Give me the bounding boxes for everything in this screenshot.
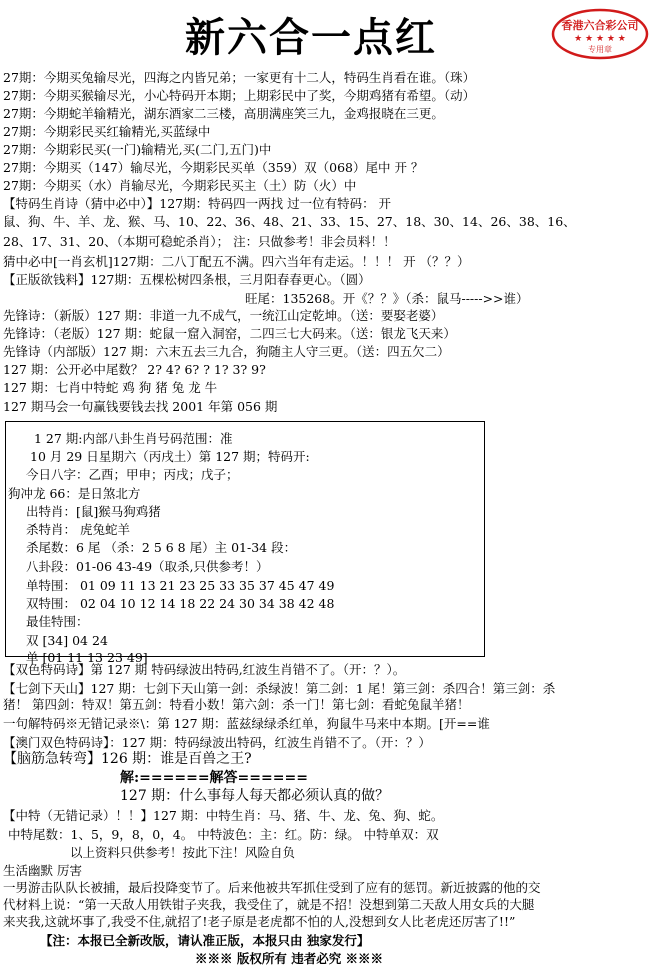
text-line: 27期：今期彩民买红输精光,买蓝绿中: [3, 124, 211, 139]
svg-text:★ ★ ★ ★ ★: ★ ★ ★ ★ ★: [574, 34, 626, 44]
box-line: 杀尾数：6 尾 （杀：2 5 6 8 尾）主 01-34 段：: [26, 540, 297, 555]
copyright-line: ※※※ 版权所有 违者必究 ※※※: [195, 951, 384, 966]
text-line: 27期：今期蛇羊输精光，湖东酒家二三楼，高朋满座笑三九，金鸡报晓在三更。: [3, 106, 444, 121]
text-line: 一男游击队队长被捕，最后投降变节了。后来他被共军抓住受到了应有的惩罚。新近披露的他的交: [3, 880, 541, 895]
text-line: 【七剑下天山】127 期：七剑下天山第一剑：杀绿波！第二剑：1 尾！第三剑：杀四合！第三剑：杀: [3, 681, 556, 696]
box-line: 出特肖：[鼠]猴马狗鸡猪: [26, 504, 161, 519]
bagua-info-box: [5, 421, 485, 665]
box-line: 10 月 29 日星期六（丙戌土）第 127 期；特码开:: [30, 449, 310, 464]
text-line: 【双色特码诗】第 127 期 特码绿波出特码,红波生肖错不了。（开：？）。: [3, 662, 406, 677]
text-line: 【中特（无错记录）！！】127 期：中特生肖：马、猪、牛、龙、兔、狗、蛇。: [3, 808, 444, 823]
text-line: 127 期：公开必中尾数？ 2? 4? 6? ? 1? 3? 9?: [3, 362, 266, 377]
seal-top-text: 香港六合彩公司: [561, 19, 639, 32]
text-line: 127 期马会一句赢钱要钱去找 2001 年第 056 期: [3, 399, 278, 414]
text-line: 27期：今期彩民买(一门)输精光,买(二门,五门)中: [3, 142, 272, 157]
text-line: 来夹我,这就坏事了,我受不住,就招了!老子原是老虎都不怕的人,没想到女人比老虎还厉害了!!”: [3, 914, 516, 929]
text-line: 【特码生肖诗（猜中必中）】127期：特码四一两找 过一位有特码： 开: [3, 196, 392, 211]
text-line: 27期：今期买（水）肖输尽光，今期彩民买主（土）防（火）中: [3, 178, 357, 193]
text-line: 先锋诗：（新版）127 期：非道一九不成气，一统江山定乾坤。（送：要娶老婆）: [3, 308, 444, 323]
box-line: 单 [01 11 13 23 49]: [26, 650, 148, 665]
text-line: 猪！ 第四剑：特双！第五剑：特看小数！第六剑：杀一门！第七剑：看蛇兔鼠羊猪！: [3, 697, 470, 712]
text-line: 先锋诗：（老版）127 期：蛇鼠一窟入洞窑，二四三七大码来。（送：银龙飞天来）: [3, 326, 456, 341]
text-line: 鼠、狗、牛、羊、龙、猴、马、10、22、36、48、21、33、15、27、18、30、14、26、38、16、: [3, 214, 576, 229]
box-line: 双 [34] 04 24: [26, 633, 108, 648]
text-line: 一句解特码※无错记录※\：第 127 期：蓝兹绿绿杀红单，狗鼠牛马来中本期。[开==谁: [3, 716, 490, 731]
text-line: 【澳门双色特码诗】：127 期：特码绿波出特码，红波生肖错不了。（开：？）: [3, 735, 431, 750]
box-line: 今日八字：乙酉；甲申；丙戌；戊子；: [26, 467, 239, 482]
text-line: 127 期：什么事每人每天都必须认真的做？: [120, 788, 390, 804]
box-line: 单特围： 01 09 11 13 21 23 25 33 35 37 45 47 49: [26, 578, 335, 593]
box-line: 杀特肖： 虎兔蛇羊: [26, 522, 130, 537]
text-line: 中特尾数：1、5，9，8，0，4。 中特波色：主：红。防：绿。 中特单双：双: [8, 827, 439, 842]
text-line: 127 期：七肖中特蛇 鸡 狗 猪 兔 龙 牛: [3, 380, 218, 395]
text-line: 先锋诗（内部版）127 期：六末五去三九合，狗随主人守三更。（送：四五欠二）: [3, 344, 450, 359]
box-line: 1 27 期:内部八卦生肖号码范围：准: [34, 431, 233, 446]
text-line: 以上资料只供参考！按此下注！风险自负: [70, 845, 296, 860]
box-line: 双特围： 02 04 10 12 14 18 22 24 30 34 38 42 48: [26, 596, 335, 611]
footer-notice: 【注：本报已全新改版，请认准正版，本报只由 独家发行】: [40, 933, 370, 948]
text-line: 【正版欲钱料】127期：五棵松树四条根，三月阳春春更心。（圆）: [3, 272, 371, 287]
box-line: 最佳特围：: [26, 614, 89, 629]
text-line: 28、17、31、20、（本期可稳蛇杀肖）； 注：只做参考！非会员料！！: [3, 234, 396, 249]
answer-heading: 解:======解答======: [120, 770, 308, 786]
box-line: 八卦段：01-06 43-49（取杀,只供参考！）: [26, 559, 269, 574]
text-line: 代材料上说：“第一天敌人用铁钳子夹我，我受住了，就是不招！没想到第二天敌人用女兵的大腿: [3, 897, 535, 912]
text-line: 旺尾：135268。开《？？》（杀：鼠马----->>谁）: [245, 291, 529, 306]
page-title: 新六合一点红: [185, 14, 437, 61]
text-line: 27期：今期买（147）输尽光，今期彩民买单（359）双（068）尾中 开 ？: [3, 160, 424, 175]
seal-bottom-text: 专用章: [588, 45, 612, 54]
box-line: 狗冲龙 66：是日煞北方: [8, 486, 141, 501]
text-line: 27期：今期买兔输尽光，四海之内皆兄弟；一家更有十二人，特码生肖看在谁。（珠）: [3, 70, 476, 85]
company-seal: [551, 8, 649, 60]
text-line: 【脑筋急转弯】126 期：谁是百兽之王?: [3, 751, 252, 767]
text-line: 27期：今期买猴输尽光，小心特码开本期；上期彩民中了奖，今期鸡猪有希望。（动）: [3, 88, 476, 103]
text-line: 生活幽默 厉害: [3, 863, 82, 878]
text-line: 猜中必中[一肖玄机]127期：二八丁配五不满。四六当年有走运。！！！ 开 （？？）: [3, 254, 470, 269]
